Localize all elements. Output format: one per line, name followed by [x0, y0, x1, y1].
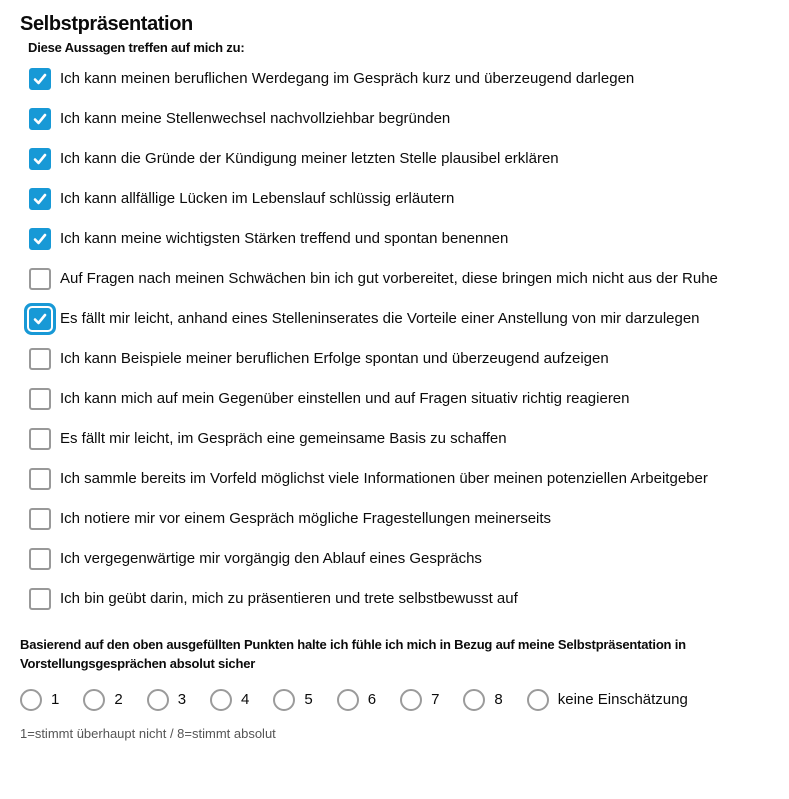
radio-option[interactable] [273, 689, 312, 711]
checkbox-label[interactable]: Ich bin geübt darin, mich zu präsentieren und trete selbstbewusst auf [60, 590, 518, 607]
checkbox[interactable] [29, 228, 51, 250]
checklist-row [29, 187, 769, 211]
checkbox[interactable] [29, 108, 51, 130]
checkbox[interactable] [29, 588, 51, 610]
checkbox-label[interactable]: Ich vergegenwärtige mir vorgängig den Ablauf eines Gesprächs [60, 550, 482, 567]
checkbox-label[interactable]: Ich sammle bereits im Vorfeld möglichst viele Informationen über meinen potenziellen Arbeitgeber [60, 470, 708, 487]
radio-icon[interactable] [527, 689, 549, 711]
checkbox[interactable] [29, 148, 51, 170]
checkbox[interactable] [29, 388, 51, 410]
radio-option[interactable] [147, 689, 186, 711]
checklist-row [29, 387, 769, 411]
checkbox-label[interactable]: Ich notiere mir vor einem Gespräch mögliche Fragestellungen meinerseits [60, 510, 552, 527]
checklist-row [29, 587, 769, 611]
radio-option[interactable] [83, 689, 122, 711]
checkbox-label[interactable]: Ich kann meinen beruflichen Werdegang im Gespräch kurz und überzeugend darlegen [60, 70, 635, 87]
checkbox[interactable] [29, 508, 51, 530]
radio-icon[interactable] [463, 689, 485, 711]
radio-option[interactable] [463, 689, 502, 711]
radio-icon[interactable] [400, 689, 422, 711]
radio-icon[interactable] [83, 689, 105, 711]
radio-option[interactable] [400, 689, 439, 711]
checkbox[interactable] [29, 268, 51, 290]
radio-icon[interactable] [337, 689, 359, 711]
checklist-row [29, 507, 769, 531]
checkbox-label[interactable]: Ich kann allfällige Lücken im Lebenslauf schlüssig erläutern [60, 190, 455, 207]
checkbox-label[interactable]: Ich kann mich auf mein Gegenüber einstellen und auf Fragen situativ richtig reagieren [60, 390, 630, 407]
checklist-row [29, 67, 769, 91]
checklist-row [29, 107, 769, 131]
checklist-row [29, 427, 769, 451]
radio-icon[interactable] [273, 689, 295, 711]
rating-footnote: 1=stimmt überhaupt nicht / 8=stimmt absolut [20, 726, 276, 741]
checkbox-label[interactable]: Ich kann die Gründe der Kündigung meiner letzten Stelle plausibel erklären [60, 150, 559, 167]
checklist-row [29, 467, 769, 491]
check-icon [32, 311, 48, 327]
radio-label: 6 [367, 691, 377, 708]
checklist-row [29, 547, 769, 571]
radio-label: 2 [114, 691, 123, 708]
check-icon [32, 151, 48, 167]
radio-option[interactable] [210, 689, 249, 711]
check-icon [32, 231, 48, 247]
check-icon [32, 111, 48, 127]
checklist [29, 67, 769, 611]
checklist-row [29, 267, 769, 291]
checkbox-label[interactable]: Ich kann meine Stellenwechsel nachvollziehbar begründen [60, 110, 451, 127]
rating-options [20, 689, 769, 711]
checkbox[interactable] [29, 188, 51, 210]
radio-label: 4 [241, 691, 250, 708]
radio-label: 3 [177, 691, 187, 708]
checkbox-label[interactable]: Ich kann meine wichtigsten Stärken treffend und spontan benennen [60, 230, 509, 247]
radio-icon[interactable] [20, 689, 42, 711]
radio-label: 7 [431, 691, 440, 708]
checklist-row [29, 347, 769, 371]
radio-icon[interactable] [147, 689, 169, 711]
page-title: Selbstpräsentation [20, 13, 193, 35]
check-icon [32, 71, 48, 87]
checklist-row [29, 227, 769, 251]
radio-label: 8 [494, 691, 503, 708]
checkbox[interactable] [29, 468, 51, 490]
checkbox-label[interactable]: Es fällt mir leicht, im Gespräch eine gemeinsame Basis zu schaffen [60, 430, 507, 447]
checkbox[interactable] [29, 548, 51, 570]
radio-label: 5 [304, 691, 313, 708]
rating-question: Basierend auf den oben ausgefüllten Punkten halte ich fühle ich mich in Bezug auf meine Selbstpräsentation in Vorstellungsgesprächen absolut sicher [20, 637, 686, 671]
checkbox-label[interactable]: Ich kann Beispiele meiner beruflichen Erfolge spontan und überzeugend aufzeigen [60, 350, 609, 367]
checkbox-label[interactable]: Auf Fragen nach meinen Schwächen bin ich gut vorbereitet, diese bringen mich nicht aus der Ruhe [60, 270, 718, 287]
checklist-row [29, 147, 769, 171]
checkbox[interactable] [29, 68, 51, 90]
checkbox-label[interactable]: Es fällt mir leicht, anhand eines Stelleninserates die Vorteile einer Anstellung von mir darzulegen [60, 310, 700, 327]
checkbox[interactable] [29, 428, 51, 450]
checkbox[interactable] [29, 348, 51, 370]
radio-option[interactable] [527, 689, 688, 711]
radio-option[interactable] [337, 689, 376, 711]
radio-label: keine Einschätzung [557, 691, 688, 708]
radio-label: 1 [51, 691, 60, 708]
checklist-row [29, 307, 769, 331]
checkbox[interactable] [29, 308, 51, 330]
radio-icon[interactable] [210, 689, 232, 711]
section-subtitle: Diese Aussagen treffen auf mich zu: [28, 40, 245, 55]
check-icon [32, 191, 48, 207]
radio-option[interactable] [20, 689, 59, 711]
